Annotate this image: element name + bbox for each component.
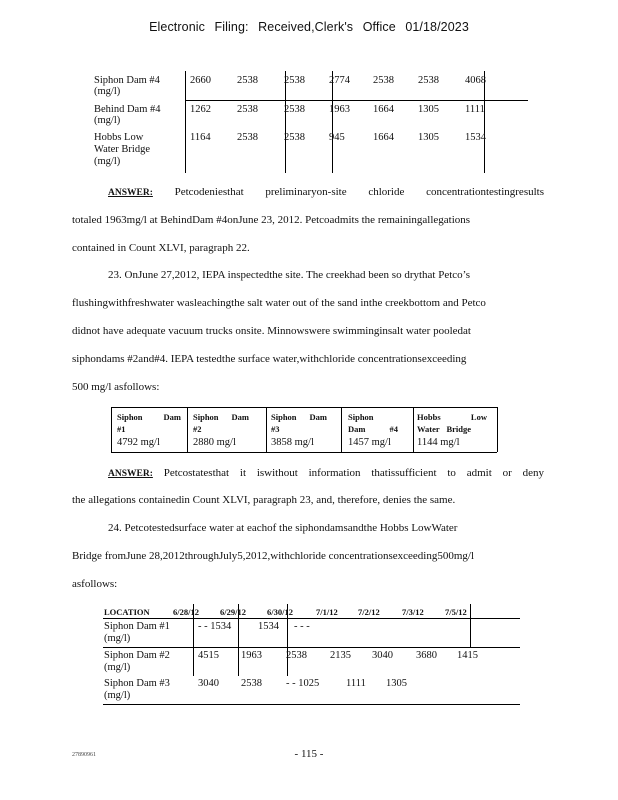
- table-cell: - - 1534: [198, 621, 232, 632]
- column-header: #2: [193, 424, 202, 434]
- column-header: 7/1/12: [316, 607, 338, 617]
- column-header: Siphon Dam: [193, 412, 249, 422]
- table-cell: 2538: [237, 132, 258, 143]
- paragraph-text: Bridge fromJune 28,2012throughJuly5,2012,withchloride concentrationsexceeding500mg/l: [72, 550, 475, 562]
- table-row-label: Siphon Dam #2: [104, 650, 170, 661]
- answer-text: Petcostatesthat it iswithout information thatissufficient to admit or deny: [163, 467, 544, 479]
- table-cell: - - -: [294, 621, 310, 632]
- paragraph-text: 500 mg/l asfollows:: [72, 381, 160, 393]
- paragraph-text: 23. OnJune 27,2012, IEPA inspectedthe site. The creekhad been so drythat Petco’s: [108, 269, 471, 281]
- table-cell: 2774: [329, 75, 350, 86]
- table-cell: 2538: [373, 75, 394, 86]
- table-row-unit: (mg/l): [94, 86, 121, 97]
- table-row-unit: (mg/l): [104, 662, 131, 673]
- table-cell: 3858 mg/l: [271, 437, 314, 448]
- table-row-label: Siphon Dam #1: [104, 621, 170, 632]
- table-cell: 2880 mg/l: [193, 437, 236, 448]
- paragraph-text: didnot have adequate vacuum trucks onsite. Minnowswere swimminginsalt water pooledat: [72, 325, 471, 337]
- table-cell: 2538: [286, 650, 307, 661]
- table-cell: 1164: [190, 132, 211, 143]
- table-cell: 1963: [241, 650, 262, 661]
- column-header: 6/30/12: [267, 607, 293, 617]
- table-cell: - - 1025: [286, 678, 320, 689]
- table-cell: 1305: [418, 132, 439, 143]
- table-cell: 3040: [198, 678, 219, 689]
- column-header: Dam #4: [348, 424, 398, 434]
- table-cell: 1534: [258, 621, 279, 632]
- column-header: 7/2/12: [358, 607, 380, 617]
- filing-header: Electronic Filing: Received,Clerk's Office 01/18/2023: [149, 20, 469, 34]
- table-row-label: Hobbs Low: [94, 132, 144, 143]
- table-row-label: Siphon Dam #3: [104, 678, 170, 689]
- table-cell: 1664: [373, 104, 394, 115]
- answer-label: ANSWER:: [108, 188, 153, 198]
- table-cell: 2538: [237, 75, 258, 86]
- column-header: Water Bridge: [417, 424, 471, 434]
- table-row-unit: (mg/l): [104, 690, 131, 701]
- paragraph-text: asfollows:: [72, 578, 118, 590]
- column-header: #1: [117, 424, 126, 434]
- table-cell: 1664: [373, 132, 394, 143]
- table-cell: 4792 mg/l: [117, 437, 160, 448]
- table-row-label: Siphon Dam #4: [94, 75, 160, 86]
- table-cell: 1144 mg/l: [417, 437, 460, 448]
- table-cell: 2538: [237, 104, 258, 115]
- column-header: 6/28/12: [173, 607, 199, 617]
- table-cell: 1262: [190, 104, 211, 115]
- table-cell: 4515: [198, 650, 219, 661]
- table-row-label: Water Bridge: [94, 144, 151, 155]
- table-cell: 2538: [418, 75, 439, 86]
- column-header: #3: [271, 424, 280, 434]
- table-cell: 1305: [386, 678, 407, 689]
- table-cell: 1963: [329, 104, 350, 115]
- table-cell: 945: [329, 132, 345, 143]
- column-header: Hobbs Low: [417, 412, 487, 422]
- table-row-unit: (mg/l): [94, 115, 121, 126]
- table-cell: 2538: [284, 132, 305, 143]
- column-header: Siphon Dam: [271, 412, 327, 422]
- column-header: 7/5/12: [445, 607, 467, 617]
- column-header: Siphon: [348, 412, 374, 422]
- paragraph-text: siphondams #2and#4. IEPA testedthe surface water,withchloride concentrationsexceeding: [72, 353, 467, 365]
- table-cell: 2538: [284, 104, 305, 115]
- table-cell: 2660: [190, 75, 211, 86]
- paragraph-text: flushingwithfreshwater wasleachingthe salt water out of the sand inthe creekbottom and Petco: [72, 297, 486, 309]
- table-cell: 1534: [465, 132, 486, 143]
- table-cell: 1457 mg/l: [348, 437, 391, 448]
- table-row-unit: (mg/l): [94, 156, 121, 167]
- answer-text: totaled 1963mg/l at BehindDam #4onJune 23, 2012. Petcoadmits the remainingallegations: [72, 214, 471, 226]
- table-cell: 1111: [346, 678, 366, 689]
- table-cell: 1305: [418, 104, 439, 115]
- table-cell: 3040: [372, 650, 393, 661]
- table-row-unit: (mg/l): [104, 633, 131, 644]
- table-cell: 1415: [457, 650, 478, 661]
- table-row-label: Behind Dam #4: [94, 104, 161, 115]
- column-header: 7/3/12: [402, 607, 424, 617]
- answer-text: contained in Count XLVI, paragraph 22.: [72, 242, 250, 254]
- table-cell: 2538: [241, 678, 262, 689]
- document-id: 27890961: [72, 752, 96, 758]
- column-header: 6/29/12: [220, 607, 246, 617]
- table-cell: 2135: [330, 650, 351, 661]
- table-cell: 4068: [465, 75, 486, 86]
- paragraph-text: 24. Petcotestedsurface water at eachof the siphondamsandthe Hobbs LowWater: [108, 522, 458, 534]
- column-header: Siphon Dam: [117, 412, 181, 422]
- table-cell: 1111: [465, 104, 485, 115]
- table-cell: 3680: [416, 650, 437, 661]
- answer-label: ANSWER:: [108, 469, 153, 479]
- column-header: LOCATION: [104, 607, 150, 617]
- table-cell: 2538: [284, 75, 305, 86]
- answer-text: Petcodeniesthat preliminaryon-site chloride concentrationtestingresults: [174, 186, 544, 198]
- answer-text: the allegations containedin Count XLVI, paragraph 23, and, therefore, denies the same.: [72, 494, 456, 506]
- page-number: - 115 -: [294, 748, 324, 760]
